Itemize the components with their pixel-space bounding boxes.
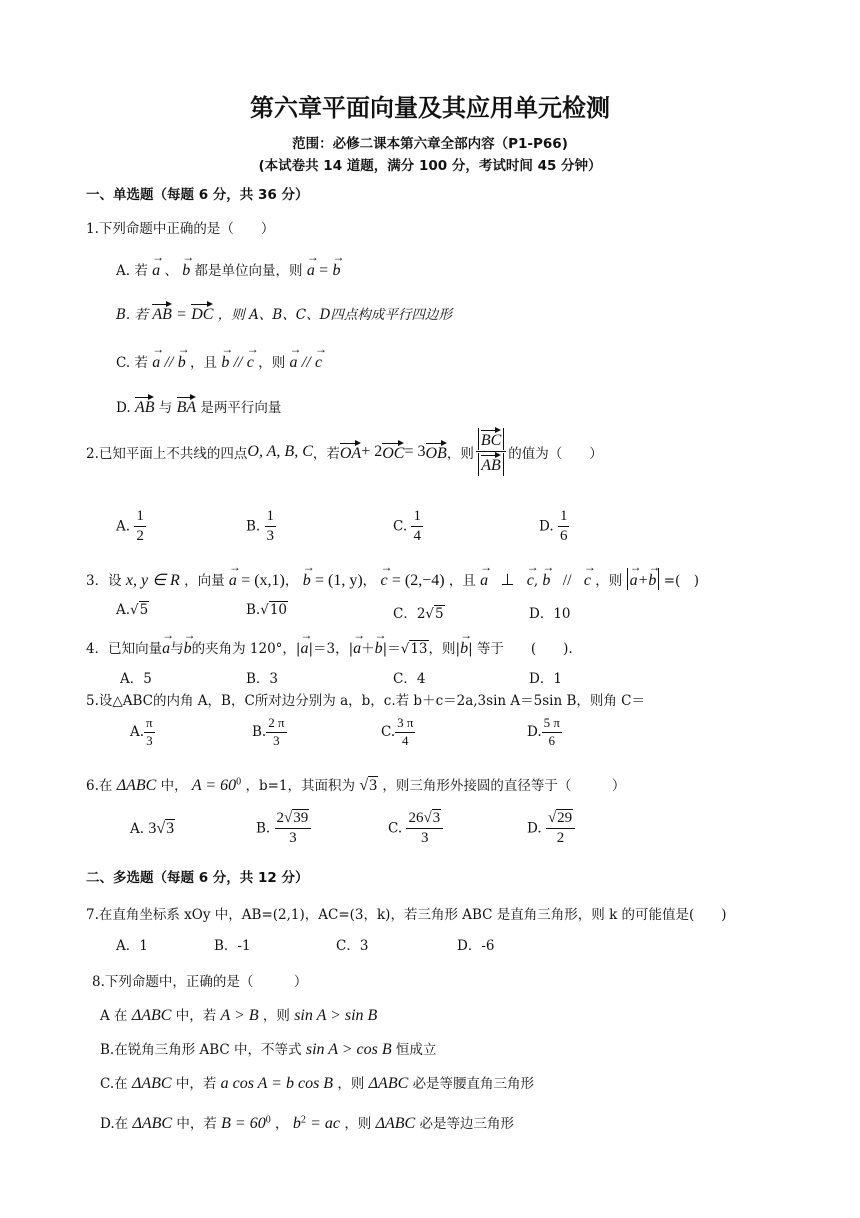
q5-option-c-label: C. (381, 723, 396, 740)
q1-option-c (116, 350, 322, 372)
parallel-sign: // (233, 354, 243, 371)
q4-option-a: A．5 (120, 671, 152, 687)
q2-option-c-num: 1 (411, 508, 423, 527)
q6-stem-a: 6.在 (86, 778, 113, 794)
vector-a: → a (307, 258, 315, 280)
q3-option-c-val: 5 (435, 606, 444, 622)
section-multi-choice: 二、多选题（每题 6 分，共 12 分） (86, 870, 309, 886)
q8-d-text3: ， (275, 1116, 289, 1132)
q7-option-a: A．1 (116, 938, 148, 954)
q8-a-text1: A 在 (100, 1008, 128, 1024)
q2-eq-coef1: + 2 (361, 442, 383, 460)
vector-b: → b (221, 350, 229, 372)
vector-oa: OA (340, 441, 361, 463)
q5-option-a-num: π (144, 716, 155, 733)
q3-c-eq: = (2,−4) (391, 572, 445, 589)
q5-option-d (527, 716, 562, 749)
q6-stem: 6.在 ΔABC 中， $A = 60^0$ ，b=1，其面积为 √3 ，则三角形外接圆的直径等于（ ） (86, 776, 626, 794)
q1-option-b-label: B. (116, 307, 131, 323)
q8-option-c (100, 1072, 534, 1093)
q2-option-a-num: 1 (134, 508, 146, 527)
q8-option-a (100, 1004, 377, 1025)
q6-degree: 0 (236, 776, 242, 788)
q2-option-d-num: 1 (558, 508, 570, 527)
q5-option-c-num: 3 π (395, 716, 415, 733)
vector-a: → a (152, 258, 160, 280)
q4-root: 13 (410, 641, 428, 657)
q6-stem-d: ，则三角形外接圆的直径等于（ ） (382, 778, 626, 794)
q8-b-text2: 恒成立 (395, 1042, 437, 1058)
vector-b: → b (184, 636, 192, 658)
q3-option-c-label: C．2 (393, 606, 426, 622)
vector-b: → b (375, 636, 383, 658)
vector-b: → b (178, 350, 186, 372)
vector-b: → b (332, 258, 340, 280)
q7-option-d: D．-6 (457, 938, 495, 954)
q8-stem: 8.下列命题中，正确的是（ ） (92, 974, 308, 990)
q6-option-b-den: 3 (289, 830, 297, 847)
q8-d-text2: 中，若 (176, 1116, 217, 1132)
q7-stem: 7.在直角坐标系 xOy 中，AB=(2,1)，AC=(3，k)，若三角形 ABC 是直角三角形，则 k 的可能值是( ) (86, 907, 727, 923)
q8-d-b: b (292, 1115, 301, 1132)
q4-stem-d: |＝3，| (308, 641, 354, 657)
section-single-choice: 一、单选题（每题 6 分，共 36 分） (86, 187, 309, 203)
q6-option-c-pre: 26 (408, 810, 424, 826)
q6-stem-c: ，b=1，其面积为 (245, 778, 356, 794)
q3-abs-sum: → a+→ b (627, 568, 660, 590)
q4-option-c: C．4 (393, 671, 426, 687)
q1-d-text2: 是两平行向量 (200, 400, 282, 416)
q8-d-degree: 0 (265, 1114, 271, 1126)
q5-stem: 5.设△ABC的内角 A，B，C所对边分别为 a，b，c.若 b＋c＝2a,3sin A＝5sin B，则角 C＝ (86, 693, 645, 709)
vector-a: → a (300, 636, 308, 658)
q1-b-text2: ，则 A、B、C、D四点构成平行四边形 (217, 307, 452, 323)
q5-option-b-label: B. (252, 723, 267, 740)
q3-vars: x, y ∈ R (125, 572, 180, 589)
q4-stem-g: | 等于 ( ). (468, 641, 573, 657)
q3-option-d: D．10 (529, 606, 571, 622)
q6-option-a: A. 3√3 (130, 820, 175, 837)
q7-option-c: C．3 (336, 938, 369, 954)
q2-option-a (116, 508, 146, 546)
scope-line: 范围：必修二课本第六章全部内容（P1-P66) (292, 136, 568, 152)
q8-a-text2: 中，若 (175, 1008, 217, 1024)
q2-stem-d: 的值为（ ） (508, 445, 603, 462)
parallel-sign: // (562, 572, 572, 589)
q2-stem-b: ，若 (312, 445, 340, 462)
vector-c: → c (315, 350, 322, 372)
q8-c-text3: ，则 (337, 1076, 365, 1092)
vector-c: → c (527, 568, 534, 590)
q1-stem: 1.下列命题中正确的是（ ） (86, 221, 275, 237)
q6-option-b: B. $\frac{2√39}{3}$ (256, 810, 311, 848)
q6-option-c: C. $\frac{26√3}{3}$ (388, 810, 443, 848)
q2-points: O, A, B, C (247, 442, 313, 460)
q6-option-a-pre: 3 (148, 820, 157, 837)
q6-option-c-root: 3 (432, 810, 441, 826)
q8-c-text2: 中，若 (175, 1076, 217, 1092)
q1-a-sep: 、 (164, 263, 178, 279)
q2-stem (86, 428, 603, 476)
q1-option-a (116, 258, 340, 280)
parallel-sign: // (164, 354, 174, 371)
vector-a: → a (152, 350, 160, 372)
q2-option-b-label: B. (246, 518, 261, 535)
q4-stem-f: ，则| (428, 641, 461, 657)
vector-c: → c (584, 568, 591, 590)
q3-b-eq: = (1, y) (314, 572, 363, 589)
equals-sign: = (176, 306, 187, 323)
q3-option-b-val: 10 (269, 602, 288, 618)
q6-option-b-pre: 2 (276, 810, 285, 826)
q1-a-text1: 若 (134, 263, 148, 279)
q2-option-d-label: D. (539, 518, 554, 535)
q6-triangle: ΔABC (116, 777, 157, 794)
q2-stem-a: 2.已知平面上不共线的四点 (86, 445, 248, 462)
q3-option-a-label: A. (116, 602, 131, 618)
vector-ab: AB (135, 395, 155, 417)
q4-stem-b: 与 (170, 641, 184, 657)
q8-a-result: sin A > sin B (294, 1007, 378, 1024)
q5-option-b-den: 3 (273, 732, 280, 748)
q3-option-b: B.√10 (246, 602, 288, 618)
vector-a: → a (162, 636, 170, 658)
q8-c-triangle2: ΔABC (368, 1075, 409, 1092)
parallel-sign: // (301, 354, 311, 371)
q3-option-c: C．2√5 (393, 606, 444, 622)
q2-option-b-den: 3 (266, 528, 275, 545)
q5-option-c (381, 716, 415, 749)
q2-option-b-num: 1 (265, 508, 277, 527)
q1-option-a-label: A. (116, 263, 131, 279)
q8-c-condition: a cos A = b cos B (220, 1075, 334, 1092)
q2-option-a-label: A. (116, 518, 131, 535)
q1-option-d (116, 395, 281, 417)
q2-option-b (246, 508, 276, 546)
vector-ob: OB (426, 441, 447, 463)
q1-option-d-label: D. (116, 400, 131, 416)
q1-d-text1: 与 (158, 400, 173, 416)
vector-dc: DC (191, 302, 213, 324)
q4-stem-a: 4．已知向量 (86, 641, 163, 657)
q6-option-b-root: 39 (293, 810, 309, 826)
q4-stem-e: |＝ (382, 641, 401, 657)
q1-c-text3: ，则 (258, 355, 286, 371)
q8-a-condition: A > B (220, 1007, 259, 1024)
q6-option-a-root: 3 (166, 820, 175, 837)
q8-d-text4: ，则 (344, 1116, 372, 1132)
q6-root: 3 (369, 777, 378, 794)
q5-option-b-num: 2 π (266, 716, 286, 733)
q6-option-c-den: 3 (421, 830, 429, 847)
q1-c-text1: 若 (134, 355, 148, 371)
q8-d-condition: B = 60 (221, 1115, 266, 1132)
vector-b: → b (182, 258, 190, 280)
q8-c-triangle: ΔABC (131, 1075, 172, 1092)
q4-option-d: D．1 (529, 671, 562, 687)
vector-c: → c (380, 568, 387, 590)
q6-option-d-root: 29 (557, 810, 573, 826)
q3-option-a-val: 5 (139, 602, 149, 618)
vector-a: → a (480, 568, 488, 590)
q6-option-d: D. $\frac{√29}{2}$ (527, 810, 575, 848)
q5-option-c-den: 4 (402, 732, 409, 748)
vector-b: → b (460, 636, 468, 658)
q2-stem-c: ，则 (446, 445, 474, 462)
vector-ab: AB (481, 453, 501, 475)
q6-option-d-den: 2 (556, 830, 565, 847)
q5-option-a-label: A. (130, 723, 145, 740)
q8-d-text1: D.在 (100, 1116, 129, 1132)
q5-option-d-label: D. (527, 723, 542, 740)
q2-option-d-den: 6 (559, 528, 568, 545)
q2-option-d (539, 508, 569, 546)
vector-bc: BC (481, 428, 501, 450)
q5-option-a (130, 716, 155, 749)
vector-b: → b (303, 568, 311, 590)
q3-stem-d: ，则 (595, 573, 623, 589)
q6-option-b-label: B. (256, 820, 271, 837)
q6-angle: A = 60 (191, 777, 237, 794)
q2-ratio-fraction (476, 428, 506, 476)
q6-option-c-label: C. (388, 820, 403, 837)
q8-c-text4: 必是等腰直角三角形 (412, 1076, 535, 1092)
q2-option-c-den: 4 (413, 528, 421, 545)
q1-c-text2: ，且 (190, 355, 218, 371)
q8-d-triangle: ΔABC (132, 1115, 173, 1132)
q8-d-square: 2 (300, 1114, 306, 1126)
q3-stem-c: ，且 (448, 573, 476, 589)
q3-option-a: A.√5 (116, 602, 149, 618)
vector-ba: BA (177, 395, 197, 417)
q3-a-eq: = (x,1) (241, 572, 285, 589)
q4-stem: 4．已知向量→ a与→ b的夹角为 120°，|→ a|＝3，|→ a＋→ b|＝√13，则|→ b| 等于 ( ). (86, 636, 573, 658)
q5-option-d-den: 6 (548, 732, 556, 748)
exam-info-line: (本试卷共 14 道题，满分 100 分，考试时间 45 分钟） (258, 158, 602, 174)
q5-option-b (252, 716, 287, 749)
vector-a: → a (290, 350, 298, 372)
page-title: 第六章平面向量及其应用单元检测 (250, 94, 610, 122)
q8-d-text5: 必是等边三角形 (419, 1116, 515, 1132)
vector-b: → b (542, 568, 550, 590)
q3-option-b-label: B. (246, 602, 261, 618)
q6-option-a-label: A. (130, 821, 145, 837)
q2-eq-coef2: = 3 (404, 442, 426, 460)
perpendicular-sign: ⊥ (500, 572, 515, 589)
q4-stem-c: 的夹角为 120°，| (191, 641, 301, 657)
vector-oc: OC (382, 441, 404, 463)
q8-option-b (100, 1038, 436, 1059)
q8-c-text1: C.在 (100, 1076, 128, 1092)
equals-sign: = (319, 262, 329, 279)
q2-option-a-den: 2 (136, 528, 144, 545)
q3-stem-a: 3．设 (86, 573, 122, 589)
q4-option-b: B．3 (246, 671, 279, 687)
q5-option-d-num: 5 π (542, 716, 562, 733)
q3-stem-e: =( ) (663, 573, 700, 589)
q6-option-d-label: D. (527, 820, 542, 837)
q3-stem: 3．设 x, y ∈ R ，向量 → a = (x,1)， → b = (1, y)， → c = (2,−4) ，且 → a ⊥ → c, → b // → c ，则 → a+→ b =( ) (86, 568, 699, 590)
q8-a-text3: ，则 (262, 1008, 290, 1024)
q3-stem-b: ，向量 (184, 573, 225, 589)
vector-c: → c (247, 350, 254, 372)
q8-d-condition2: = ac (310, 1115, 341, 1132)
vector-a: → a (353, 636, 361, 658)
q2-option-c-label: C. (393, 518, 408, 535)
q8-option-d (100, 1112, 514, 1133)
q1-a-text2: 都是单位向量，则 (194, 263, 303, 279)
q8-d-triangle2: ΔABC (375, 1115, 416, 1132)
vector-a: → a (229, 568, 237, 590)
q5-option-a-den: 3 (146, 732, 153, 748)
q1-option-b (116, 302, 452, 324)
q8-b-inequality: sin A > cos B (305, 1041, 392, 1058)
q2-option-c (393, 508, 423, 546)
q8-a-triangle: ΔABC (131, 1007, 172, 1024)
q1-option-c-label: C. (116, 355, 131, 371)
q7-option-b: B．-1 (214, 938, 251, 954)
q8-b-text1: B.在锐角三角形 ABC 中，不等式 (100, 1042, 302, 1058)
vector-ab: AB (152, 302, 172, 324)
q6-stem-b: 中， (160, 778, 188, 794)
q1-b-text1: 若 (134, 307, 149, 323)
